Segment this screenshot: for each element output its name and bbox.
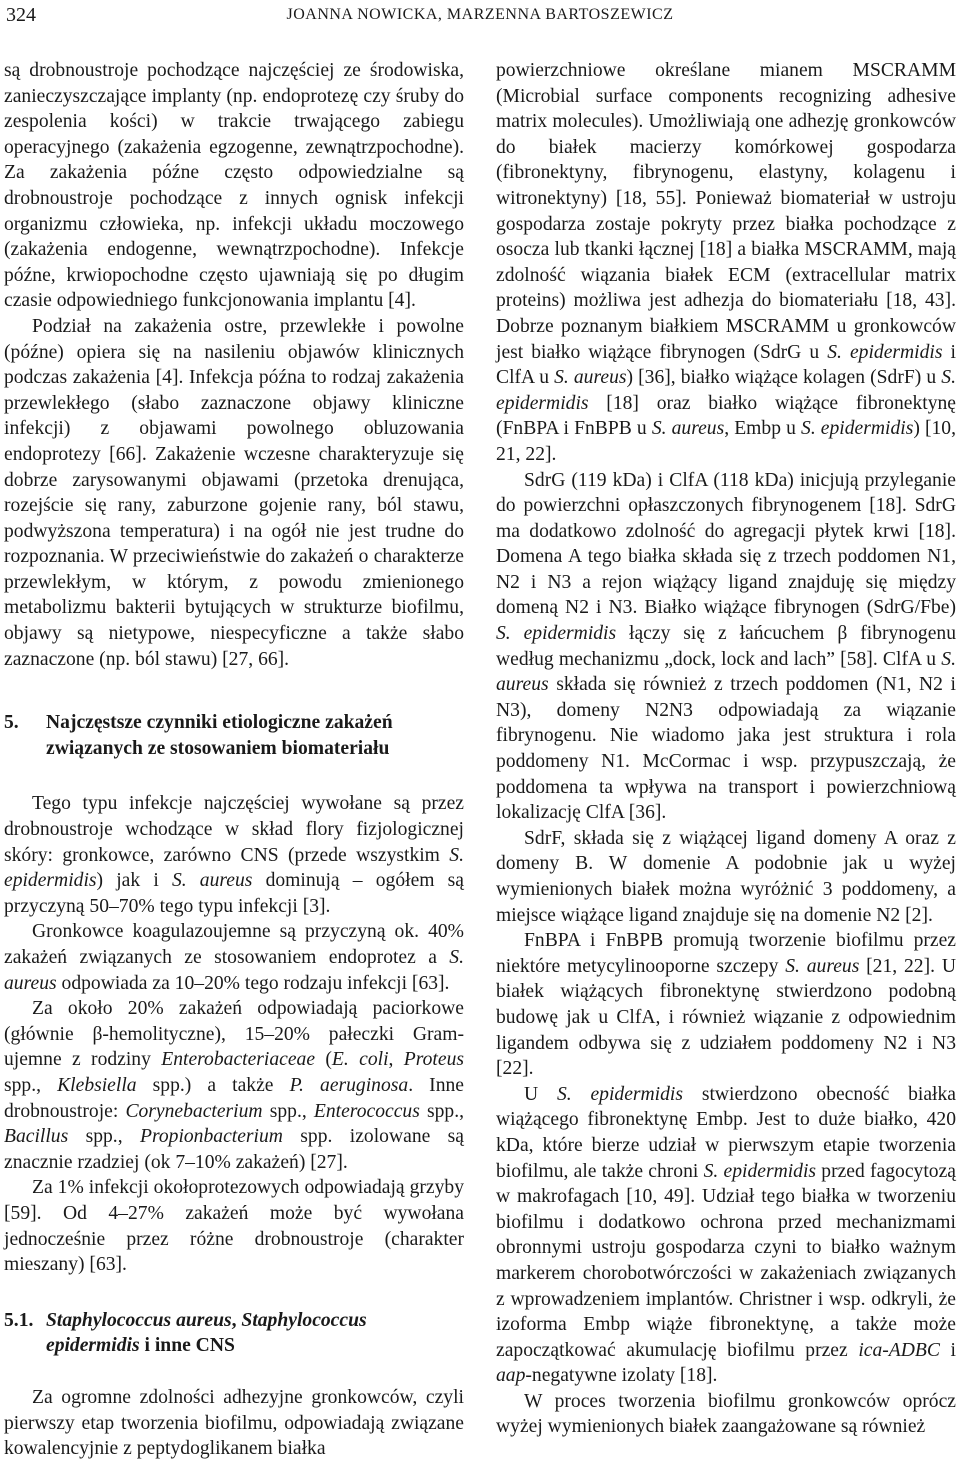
species-name: Klebsiella <box>57 1074 137 1096</box>
paragraph: Podział na zakażenia ostre, przewlekłe i powolne (późne) opiera się na nasileniu objawów klinicznych podczas zakażenia [4]. Infekcja późna to rodzaj zakażenia przewlekłego (słabo zaznaczone objawy kliniczne infekcji) z objawami powolnego obluzowania endoprotezy [66]. Zakażenie wczesne charakteryzuje się dobrze zarysowanymi objawami (przetoka drenująca, rozejście się rany, zaburzone gojenie rany, ból stawu, podwyższona temperatura) i na ogół nie jest trudne do rozpoznania. W przeciwieństwie do zakażeń o charakterze przewlekłym, w którym, z powodu zmienionego metabolizmu bakterii bytujących w strukturze biofilmu, objawy są nietypowe, niespecyficzne a także słabo zaznaczone (np. ból stawu) [27, 66]. <box>4 315 464 670</box>
page-number: 324 <box>6 4 36 26</box>
paragraph <box>4 791 464 919</box>
species-name: S. epidermidis <box>801 418 914 440</box>
text-run: , Embp u <box>724 418 802 440</box>
text-run: spp., <box>419 1100 464 1122</box>
species-name: S. epidermidis <box>4 844 464 892</box>
section-number: 5. <box>4 712 19 734</box>
species-name: Enterococcus <box>313 1100 420 1122</box>
text-run: FnBPA i FnBPB promują tworzenie biofilmu przez niektóre metycylinooporne szczepy <box>496 930 956 977</box>
species-name: S. epidermidis <box>496 367 956 414</box>
species-name: E. coli <box>331 1049 389 1071</box>
text-run: powierzchniowe określane mianem MSCRAMM (Microbial surface components recognizing adhesive matrix molecules). Umożliwiają one adhezję gronkowców do białek macierzy komórkowej gospodarza (fibronektyny, fibrynogenu, elastyny, kolagenu i witronektyny) [18, 55]. Ponieważ biomateriał w ustroju gospodarza zostaje pokryty przez białka pochodzące z osocza lub tkanki łącznej [18] a białka MSCRAMM, mają zdolność wiązania białek ECM (extracellular matrix proteins) możliwa jest adhezja do biomateriału [18, 43]. Dobrze poznanym białkiem MSCRAMM u gronkowców jest białko wiążące fibrynogen (SdrG u <box>496 60 956 363</box>
species-name: Corynebacterium <box>125 1100 263 1122</box>
species-name: P. aeruginosa <box>289 1074 409 1096</box>
running-head: JOANNA NOWICKA, MARZENNA BARTOSZEWICZ <box>286 6 674 23</box>
text-run: i ClfA u <box>496 341 956 389</box>
paragraph: SdrF, składa się z wiążącej ligand domeny A oraz z domeny B. W domenie A podobnie jak u wyżej wymienionych białek można wyróżnić 3 poddomeny, a miejsce wiążące ligand znajduje się na domenie N2 [2]. <box>496 827 956 926</box>
species-name: S. aureus <box>785 955 860 977</box>
paragraph: są drobnoustroje pochodzące najczęściej ze środowiska, zanieczyszczające implanty (np. endoprotezę czy śruby do zespolenia kości) w trakcie trwającego zabiegu operacyjnego (zakażenia egzogenne, zewnątrzpochodne). Za zakażenia późne często odpowiedzialne są drobnoustroje pochodzące z innych ognisk infekcji organizmu człowieka, np. infekcji układu moczowego (zakażenia endogenne, wewnątrzpochodne). Infekcje późne, krwiopochodne często ujawniają się po długim czasie odpowiedniego funkcjonowania implantu [4]. <box>4 60 464 312</box>
paragraph: W proces tworzenia biofilmu gronkowców oprócz wyżej wymienionych białek zaangażowane są również <box>496 1390 956 1438</box>
text-run: ) jak i <box>96 870 172 892</box>
species-name: Enterobacteriaceae <box>161 1049 316 1071</box>
paragraph: Za 1% infekcji okołoprotezowych odpowiadają grzyby [59]. Od 4–27% zakażeń może być wywołana jednocześnie przez różne drobnoustroje (charakter mieszany) [63]. <box>4 1177 464 1276</box>
text-run: stwierdzono obecność białka wiążącego fibronektynę Embp. Jest to duże białko, 420 kDa, które bierze udział w pierwszym etapie tworzenia biofilmu, ale także chroni <box>496 1083 956 1182</box>
species-name: Bacillus <box>4 1126 69 1148</box>
paragraph: Za ogromne zdolności adhezyjne gronkowców, czyli pierwszy etap tworzenia biofilmu, odpowiadają związane kowalencyjnie z peptydoglikanem białka <box>4 1386 464 1460</box>
text-run: spp., <box>68 1126 140 1148</box>
species-name: S. aureus <box>496 648 956 696</box>
text-run: spp. izolowane są znacznie rzadziej (ok 7–10% zakażeń) [27]. <box>4 1126 464 1173</box>
species-name: S. aureus <box>554 367 627 389</box>
paragraph <box>4 919 464 996</box>
species-name: S. aureus <box>171 870 253 892</box>
gene-name: ica-ADBC <box>858 1339 940 1361</box>
gene-name: aap <box>496 1365 526 1387</box>
paragraph <box>496 1082 956 1389</box>
text-run: Gronkowce koagulazoujemne są przyczyną ok. 40% zakażeń związanych ze stosowaniem endoprotez a <box>4 921 464 968</box>
paragraph <box>4 996 464 1175</box>
text-run: , <box>231 1309 242 1331</box>
left-column <box>4 58 464 1462</box>
species-name: Proteus <box>403 1049 464 1071</box>
text-run: składa się również z trzech poddomen (N1, N2 i N3), domeny N2N3 odpowiadają za wiązanie fibrynogenu. Nie wiadomo jaka jest struktura i rola poddomeny N1. McCormac i wsp. przypuszczają, że poddomena ta wpływa na transport i powierzchniową lokalizację ClfA [36]. <box>496 674 956 824</box>
subsection-heading <box>4 1308 464 1359</box>
paragraph <box>496 468 956 826</box>
text-run: spp., <box>262 1100 314 1122</box>
species-name: S. epidermidis <box>703 1160 817 1182</box>
text-run: spp., <box>4 1074 58 1096</box>
text-run: ( <box>315 1049 332 1071</box>
text-run: SdrG (119 kDa) i ClfA (118 kDa) inicjują przyleganie do powierzchni opłaszczonych fibrynogenem [18]. SdrG ma dodatkowo zdolność do agregacji płytek krwi [18]. Domena A tego białka składa się z trzech poddomen N1, N2 i N3 a rejon wiążący ligand znajduję się między domeną N2 i N3. Białko wiążące fibrynogen (SdrG/Fbe) <box>496 469 956 619</box>
text-run: , <box>388 1049 404 1071</box>
right-column <box>496 58 956 1440</box>
text-run: i inne CNS <box>139 1335 235 1357</box>
text-run: przed fagocytozą w makrofagach [10, 49]. Udział tego białka w tworzeniu biofilmu i dodatkowo ochrona przed mechanizmami obronnymi ustroju gospodarza czyni to białko ważnym markerem chorobotwórczości w zakażeniach związanych z wprowadzeniem implantów. Christner i wsp. odkryli, że izoforma Embp wiąże fibronektynę, a także może zapoczątkować akumulację biofilmu przez <box>496 1160 956 1361</box>
text-run: dominują – ogółem są przyczyną 50–70% tego typu infekcji [3]. <box>4 870 464 917</box>
text-run: U <box>524 1083 557 1105</box>
paragraph <box>496 928 956 1082</box>
text-run: odpowiada za 10–20% tego rodzaju infekcji [63]. <box>56 972 450 994</box>
paragraph <box>496 58 956 468</box>
text-run: łączy się z łańcuchem β fibrynogenu według mechanizmu „dock, lock and lach” [58]. ClfA u <box>496 623 956 670</box>
species-name: Staphylococcus epidermidis <box>46 1309 367 1357</box>
page-header <box>0 0 960 36</box>
text-run: [18] oraz białko wiążące fibronektynę (FnBPA i FnBPB u <box>496 392 956 440</box>
species-name: Propionbacterium <box>139 1126 283 1148</box>
species-name: Staphylococcus aureus <box>46 1309 232 1331</box>
text-run: spp.) a także <box>136 1074 290 1096</box>
species-name: S. aureus <box>651 418 725 440</box>
species-name: S. epidermidis <box>556 1083 683 1105</box>
text-run: -negatywne izolaty [18]. <box>525 1365 718 1387</box>
text-run: i <box>939 1339 956 1361</box>
text-run: ) [10, 21, 22]. <box>496 418 956 465</box>
species-name: S. aureus <box>4 947 464 994</box>
species-name: S. epidermidis <box>496 623 617 645</box>
text-run: ) [36], białko wiążące kolagen (SdrF) u <box>626 367 942 389</box>
text-run: Za około 20% zakażeń odpowiadają paciorkowe (głównie β-hemolityczne), 15–20% pałeczki Gram-ujemne z rodziny <box>4 998 464 1071</box>
species-name: S. epidermidis <box>827 341 943 363</box>
section-number: 5.1. <box>4 1309 34 1331</box>
text-run: [21, 22]. U białek wiążących fibronektynę stwierdzono podobną budowę jak u ClfA, i również wiązanie z odpowiednim ligandem odbywa się z udziałem poddomeny N2 i N3 [22]. <box>496 955 956 1080</box>
section-heading <box>4 710 464 761</box>
text-run: . Inne drobnoustroje: <box>4 1074 465 1122</box>
text-run: Tego typu infekcje najczęściej wywołane są przez drobnoustroje wchodzące w skład flory fizjologicznej skóry: gronkowce, zarówno CNS (przede wszystkim <box>4 793 464 866</box>
section-title: Najczęstsze czynniki etiologiczne zakażeń związanych ze stosowaniem biomateriału <box>46 712 393 759</box>
